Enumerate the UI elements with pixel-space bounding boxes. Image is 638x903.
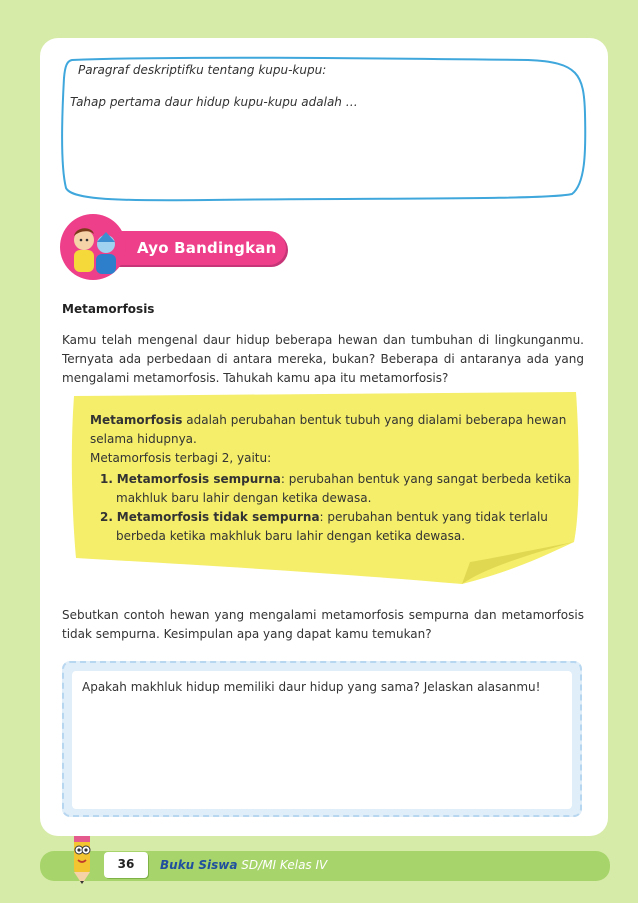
page-number: 36 bbox=[117, 857, 135, 871]
note-item-desc: : perubahan bentuk yang sangat berbeda ketika makhluk baru lahir dengan ketika dewasa. bbox=[116, 472, 572, 505]
note-list bbox=[90, 470, 572, 546]
note-definition bbox=[90, 411, 572, 449]
answer-prompt: Apakah makhluk hidup memiliki daur hidup yang sama? Jelaskan alasanmu! bbox=[82, 680, 541, 694]
note-item-term: Metamorfosis tidak sempurna bbox=[116, 510, 320, 524]
footer-grade: SD/MI Kelas IV bbox=[237, 858, 328, 872]
paragraph-box-heading: Paragraf deskriptifku tentang kupu-kupu: bbox=[78, 63, 327, 77]
children-illustration-icon bbox=[62, 216, 126, 280]
pencil-mascot-icon bbox=[62, 830, 104, 886]
footer-book: Buku Siswa bbox=[160, 858, 238, 872]
note-list-item bbox=[100, 508, 572, 546]
note-content bbox=[90, 411, 572, 546]
note-item-desc: : perubahan bentuk yang tidak terlalu berbeda ketika makhluk baru lahir dengan ketika dewasa. bbox=[116, 510, 548, 543]
note-list-item bbox=[100, 470, 572, 508]
note-item-number: 1. bbox=[100, 472, 113, 486]
note-types-intro: Metamorfosis terbagi 2, yaitu: bbox=[90, 451, 272, 465]
note-term: Metamorfosis bbox=[90, 413, 183, 427]
intro-paragraph: Kamu telah mengenal daur hidup beberapa hewan dan tumbuhan di lingkunganmu. Ternyata ada perbedaan di antara mereka, bukan? Beberapa di antaranya ada yang mengalami metamorfosis. Tahukah kamu apa itu metamorfosis? bbox=[62, 333, 584, 385]
question-paragraph: Sebutkan contoh hewan yang mengalami metamorfosis sempurna dan metamorfosis tidak sempurna. Kesimpulan apa yang dapat kamu temukan? bbox=[62, 608, 584, 641]
footer-title bbox=[160, 858, 327, 872]
note-item-term: Metamorfosis sempurna bbox=[116, 472, 281, 486]
section-title: Metamorfosis bbox=[62, 302, 155, 316]
banner-label: Ayo Bandingkan bbox=[137, 239, 277, 257]
paragraph-box-starter: Tahap pertama daur hidup kupu-kupu adalah … bbox=[70, 95, 358, 109]
note-definition-text: adalah perubahan bentuk tubuh yang dialami beberapa hewan selama hidupnya. bbox=[90, 413, 567, 446]
note-item-number: 2. bbox=[100, 510, 113, 524]
